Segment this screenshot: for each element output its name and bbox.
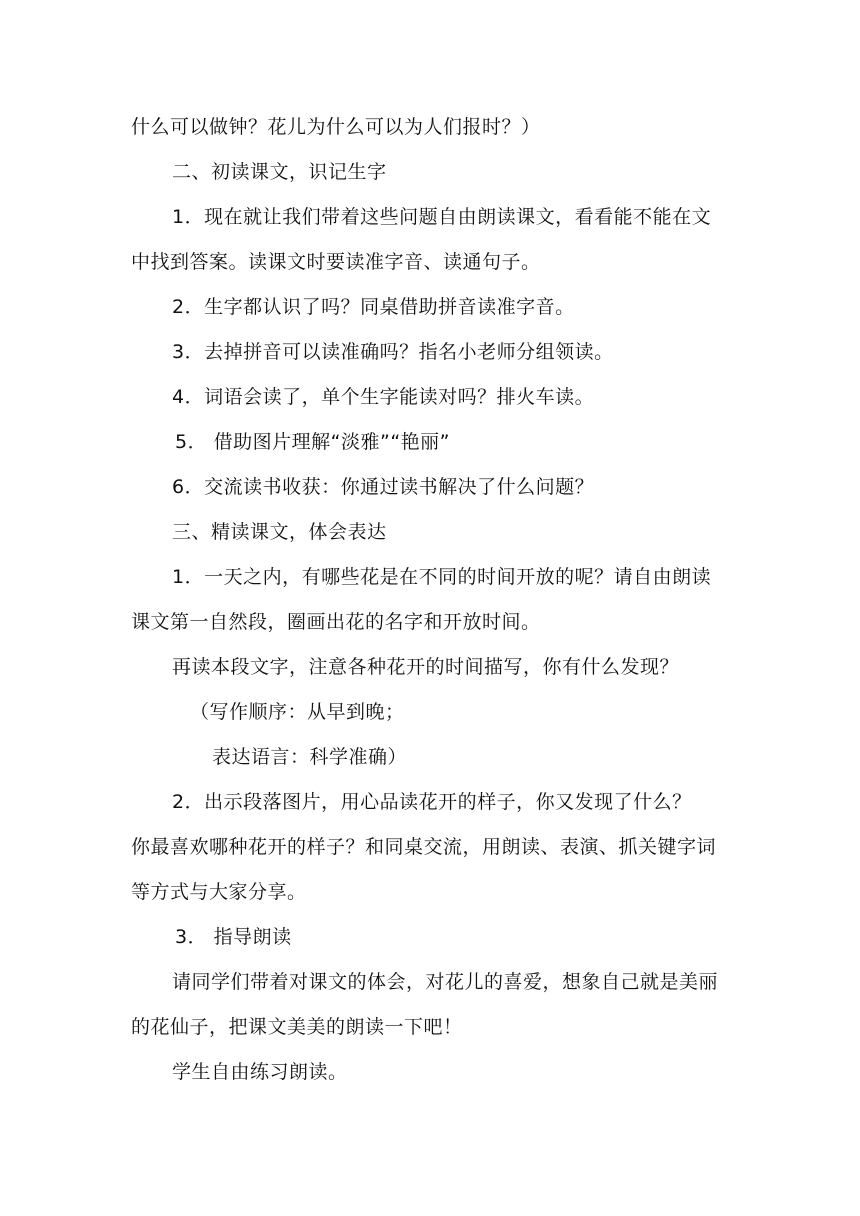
text-line-close-step-1-cont: 课文第一自然段，圈画出花的名字和开放时间。 [131,611,541,633]
text-line-step-4: 4．词语会读了，单个生字能读对吗？排火车读。 [172,386,595,408]
text-line-step-6: 6．交流读书收获：你通过读书解决了什么问题？ [172,476,595,498]
text-line-writing-order: （写作顺序：从早到晚； [190,701,405,723]
text-line-close-step-3: 3． 指导朗读 [175,926,292,948]
text-line-close-step-1: 1．一天之内，有哪些花是在不同的时间开放的呢？请自由朗读 [172,566,712,588]
text-line-step-1-continuation: 中找到答案。读课文时要读准字音、读通句子。 [131,251,541,273]
section-heading-close-reading: 三、精读课文，体会表达 [172,521,387,543]
text-line-read-aloud-cont: 的花仙子，把课文美美的朗读一下吧！ [131,1016,463,1038]
text-line-practice: 学生自由练习朗读。 [172,1061,348,1083]
text-line-step-2: 2．生字都认识了吗？同桌借助拼音读准字音。 [172,296,575,318]
text-line-close-step-2-end: 等方式与大家分享。 [131,881,307,903]
text-line-reread: 再读本段文字，注意各种花开的时间描写，你有什么发现？ [172,656,680,678]
section-heading-first-reading: 二、初读课文，识记生字 [172,161,387,183]
text-line-step-1: 1．现在就让我们带着这些问题自由朗读课文，看看能不能在文 [172,206,712,228]
text-line-expression: 表达语言：科学准确） [212,746,408,768]
text-line-step-3: 3．去掉拼音可以读准确吗？指名小老师分组领读。 [172,341,614,363]
text-line-step-5: 5． 借助图片理解“淡雅”“艳丽” [175,431,451,453]
text-line-close-step-2-cont: 你最喜欢哪种花开的样子？和同桌交流，用朗读、表演、抓关键字词 [131,836,717,858]
text-line-read-aloud: 请同学们带着对课文的体会，对花儿的喜爱，想象自己就是美丽 [172,971,719,993]
text-line-question-continuation: 什么可以做钟？花儿为什么可以为人们报时？） [131,116,541,138]
text-line-close-step-2: 2．出示段落图片，用心品读花开的样子，你又发现了什么？ [172,791,692,813]
